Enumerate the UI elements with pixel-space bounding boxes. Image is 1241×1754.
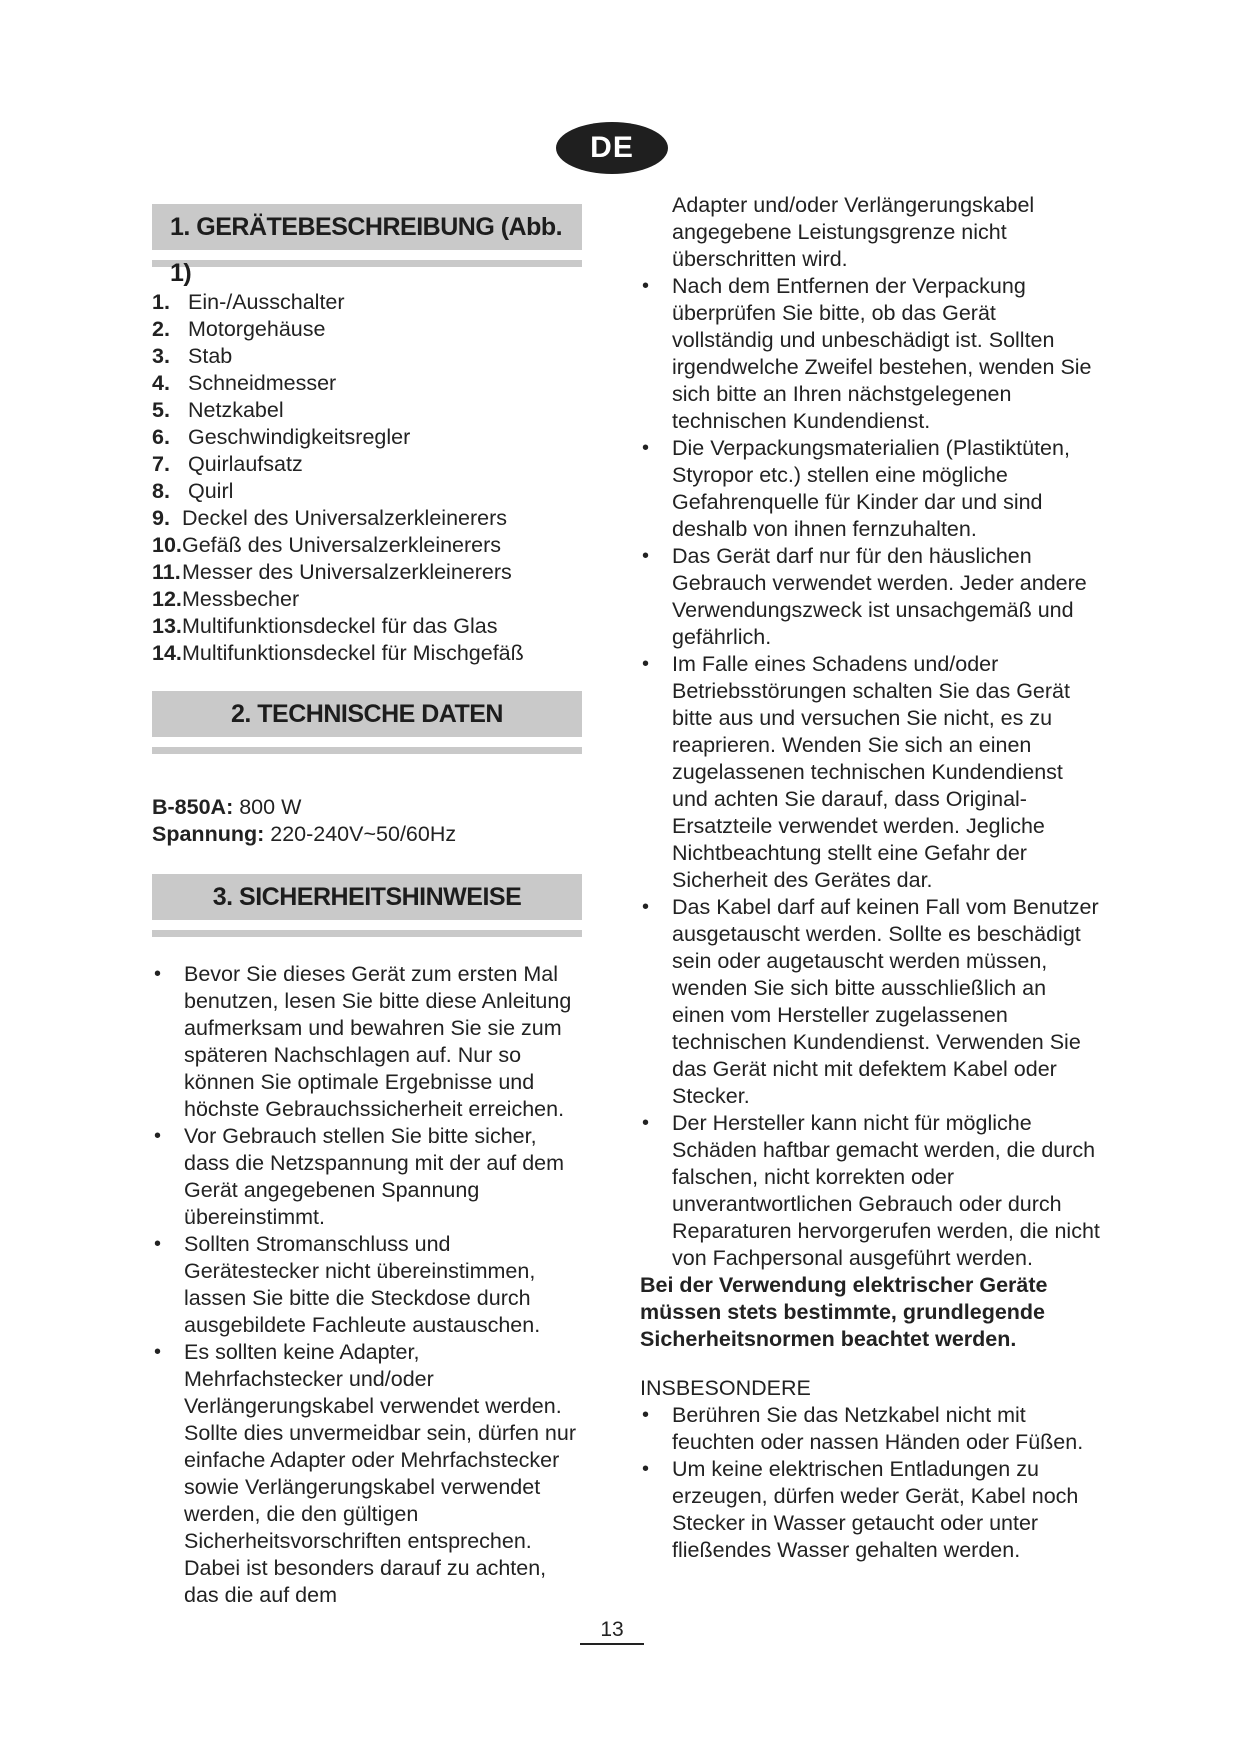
list-item: 1. Ein-/Ausschalter: [152, 290, 345, 314]
section-1-heading: 1. GERÄTEBESCHREIBUNG (Abb. 1): [152, 204, 582, 250]
list-item: 7. Quirlaufsatz: [152, 452, 303, 476]
section-3-heading: 3. SICHERHEITSHINWEISE: [152, 874, 582, 920]
voltage: Spannung: 220-240V~50/60Hz: [152, 822, 457, 846]
list-item: 9. Deckel des Universalzerkleinerers: [152, 506, 508, 530]
list-item: • Der Hersteller kann nicht für mögliche Schäden haftbar gemacht werden, die durch falschen, nicht korrekten oder unverantwortlichen Gebrauch oder durch Reparaturen hervorgerufen werden, die nicht von Fachpersonal ausgeführt werden.: [640, 1110, 1100, 1272]
list-item: • Das Kabel darf auf keinen Fall vom Benutzer ausgetauscht werden. Sollte es beschädigt sein oder augetauscht werden müssen, wenden Sie sich bitte ausschließlich an einen vom Hersteller zugelassenen technischen Kundendienst. Verwenden Sie das Gerät nicht mit defektem Kabel oder Stecker.: [640, 894, 1100, 1110]
subheading-insbesondere: INSBESONDERE: [640, 1376, 811, 1400]
section-1-rule: [152, 260, 582, 267]
list-item: • Es sollten keine Adapter, Mehrfachstecker und/oder Verlängerungskabel verwendet werden. Sollte dies unvermeidbar sein, dürfen nur einfache Adapter oder Mehrfachstecker sowie Verlängerungskabel verwendet werden, die den gültigen Sicherheitsvorschriften entsprechen. Dabei ist besonders darauf zu achten, das die auf dem: [152, 1339, 582, 1609]
list-item: 11.Messer des Universalzerkleinerers: [152, 560, 512, 584]
list-item: • Um keine elektrischen Entladungen zu erzeugen, dürfen weder Gerät, Kabel noch Stecker in Wasser getaucht oder unter fließendes Wasser gehalten werden.: [640, 1456, 1100, 1564]
section-2-heading: 2. TECHNISCHE DATEN: [152, 691, 582, 737]
specific-safety-list: [640, 1402, 1100, 1564]
section-3-rule: [152, 930, 582, 937]
language-badge: DE: [556, 122, 668, 174]
list-item: • Vor Gebrauch stellen Sie bitte sicher, dass die Netzspannung mit der auf dem Gerät angegebenen Spannung übereinstimmt.: [152, 1123, 582, 1231]
page-number: 13: [580, 1617, 644, 1645]
parts-list: [152, 289, 582, 667]
section-2-rule: [152, 747, 582, 754]
tech-specs: [152, 794, 582, 848]
list-item: • Bevor Sie dieses Gerät zum ersten Mal benutzen, lesen Sie bitte diese Anleitung aufmerksam und bewahren Sie sie zum späteren Nachschlagen auf. Nur so können Sie optimale Ergebnisse und höchste Gebrauchssicherheit erreichen.: [152, 961, 582, 1123]
safety-list-right: [640, 273, 1100, 1272]
list-item: 14.Multifunktionsdeckel für Mischgefäß: [152, 641, 524, 665]
continued-text: Adapter und/oder Verlängerungskabel angegebene Leistungsgrenze nicht überschritten wird.: [672, 193, 1035, 271]
list-item: 12.Messbecher: [152, 587, 300, 611]
safety-list-left: [152, 961, 582, 1609]
list-item: 2. Motorgehäuse: [152, 317, 326, 341]
safety-note: Bei der Verwendung elektrischer Geräte müssen stets bestimmte, grundlegende Sicherheitsnormen beachtet werden.: [640, 1273, 1048, 1351]
list-item: 4. Schneidmesser: [152, 371, 337, 395]
list-item: 8. Quirl: [152, 479, 234, 503]
list-item: 10.Gefäß des Universalzerkleinerers: [152, 533, 502, 557]
list-item: 6. Geschwindigkeitsregler: [152, 425, 411, 449]
list-item: • Die Verpackungsmaterialien (Plastiktüten, Styropor etc.) stellen eine mögliche Gefahrenquelle für Kinder dar und sind deshalb von ihnen fernzuhalten.: [640, 435, 1100, 543]
list-item: • Sollten Stromanschluss und Gerätestecker nicht übereinstimmen, lassen Sie bitte die Steckdose durch ausgebildete Fachleute austauschen.: [152, 1231, 582, 1339]
list-item: 3. Stab: [152, 344, 233, 368]
list-item: 5. Netzkabel: [152, 398, 284, 422]
left-column: [152, 204, 582, 1609]
list-item: • Das Gerät darf nur für den häuslichen Gebrauch verwendet werden. Jeder andere Verwendungszweck ist unsachgemäß und gefährlich.: [640, 543, 1100, 651]
list-item: • Nach dem Entfernen der Verpackung überprüfen Sie bitte, ob das Gerät vollständig und unbeschädigt ist. Sollten irgendwelche Zweifel bestehen, wenden Sie sich bitte an Ihren nächstgelegenen technischen Kundendienst.: [640, 273, 1100, 435]
model-power: B-850A: 800 W: [152, 795, 302, 819]
list-item: • Im Falle eines Schadens und/oder Betriebsstörungen schalten Sie das Gerät bitte aus und versuchen Sie nicht, es zu reaprieren. Wenden Sie sich an einen zugelassenen technischen Kundendienst und achten Sie darauf, dass Original-Ersatzteile verwendet werden. Jegliche Nichtbeachtung stellt eine Gefahr der Sicherheit des Gerätes dar.: [640, 651, 1100, 894]
list-item: 13.Multifunktionsdeckel für das Glas: [152, 614, 498, 638]
right-column: [640, 192, 1100, 1564]
list-item: • Berühren Sie das Netzkabel nicht mit feuchten oder nassen Händen oder Füßen.: [640, 1402, 1100, 1456]
